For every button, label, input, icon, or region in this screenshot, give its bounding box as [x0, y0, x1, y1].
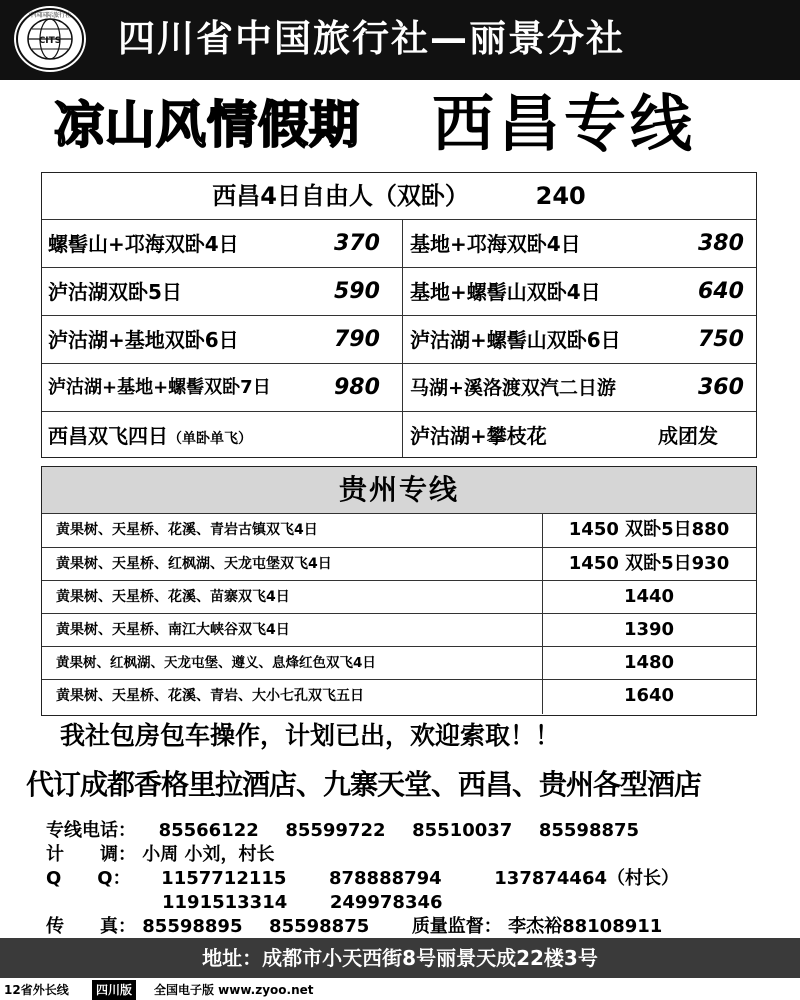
guizhou-route: 黄果树、天星桥、花溪、青岩、大小七孔双飞五日 — [56, 688, 364, 704]
quality-contact: 李杰裕88108911 — [508, 916, 663, 937]
xichang-route: 泸沽湖+攀枝花 — [410, 424, 547, 448]
xichang-price: 成团发 — [658, 424, 718, 448]
qq-number: 249978346 — [329, 892, 443, 913]
header-band — [0, 0, 800, 80]
phone-number: 85599722 — [285, 820, 386, 841]
phone-number: 85598875 — [538, 820, 640, 841]
xichang-price: 790 — [334, 327, 380, 352]
guizhou-price: 1450 双卧5日880 — [568, 519, 730, 540]
xichang-price: 370 — [334, 231, 380, 256]
contact-planners — [46, 842, 275, 868]
xichang-route: 泸沽湖+基地+螺髻双卧7日 — [48, 377, 271, 398]
address-text: 地址：成都市小天西街8号丽景天成22楼3号 — [202, 946, 598, 970]
promo-title: 凉山风情假期 — [54, 96, 360, 154]
xichang-route: 泸沽湖+基地双卧6日 — [48, 328, 239, 352]
xichang-route: 泸沽湖双卧5日 — [48, 280, 182, 304]
guizhou-route: 黄果树、天星桥、花溪、青岩古镇双飞4日 — [56, 522, 318, 538]
line-title: 西昌专线 — [432, 87, 697, 160]
contact-phones — [46, 818, 639, 844]
xichang-price: 590 — [334, 279, 380, 304]
edition-badge: 四川版 — [92, 980, 136, 1000]
xichang-route: 螺髻山+邛海双卧4日 — [48, 232, 239, 256]
xichang-price: 640 — [698, 279, 744, 304]
agency-name: 四川省中国旅行社—丽景分社 — [118, 17, 625, 60]
phone-number: 85510037 — [412, 820, 513, 841]
qq-number: 1157712115 — [161, 868, 287, 889]
guizhou-price: 1390 — [623, 619, 675, 640]
xichang-route: 基地+螺髻山双卧4日 — [410, 280, 601, 304]
cits-logo — [14, 6, 86, 72]
slogan-hotels: 代订成都香格里拉酒店、九寨天堂、西昌、贵州各型酒店 — [26, 768, 702, 801]
phone-number: 85566122 — [158, 820, 259, 841]
xichang-header-price: 240 — [535, 182, 586, 210]
quality-label: 质量监督： — [411, 916, 502, 937]
xichang-header-row — [42, 173, 756, 219]
address-bar — [0, 938, 800, 978]
guizhou-route: 黄果树、天星桥、红枫湖、天龙屯堡双飞4日 — [56, 556, 332, 572]
guizhou-price: 1450 双卧5日930 — [568, 553, 730, 574]
page-footer — [0, 980, 800, 1000]
guizhou-route: 黄果树、红枫湖、天龙屯堡、遵义、息烽红色双飞4日 — [56, 655, 376, 671]
qq-number: 1191513314 — [162, 892, 288, 913]
xichang-table — [41, 172, 757, 458]
fax-label: 传 真： — [46, 916, 136, 937]
contact-qq — [46, 866, 679, 892]
logo-text: 中国国际旅行社 — [28, 12, 72, 19]
xichang-route: 基地+邛海双卧4日 — [410, 232, 581, 256]
guizhou-price: 1480 — [623, 652, 675, 673]
fax-number: 85598895 — [142, 916, 243, 937]
site-link[interactable]: 全国电子版 www.zyoo.net — [154, 983, 314, 997]
guizhou-price: 1440 — [623, 586, 675, 607]
fax-number: 85598875 — [269, 916, 370, 937]
xichang-price: 750 — [698, 327, 744, 352]
phone-label: 专线电话： — [46, 820, 136, 841]
guizhou-route: 黄果树、天星桥、南江大峡谷双飞4日 — [56, 622, 290, 638]
slogan-charter: 我社包房包车操作，计划已出，欢迎索取！！ — [60, 721, 561, 750]
xichang-price: 360 — [698, 375, 744, 400]
guizhou-price: 1640 — [623, 685, 675, 706]
qq-label: Q Q： — [46, 868, 131, 889]
planner-label: 计 调： — [46, 844, 136, 865]
contact-fax — [46, 914, 662, 940]
xichang-route-note: （单卧单飞） — [168, 431, 252, 447]
planner-names: 小周 小刘，村长 — [142, 844, 275, 865]
globe-icon — [14, 6, 86, 72]
guizhou-title: 贵州专线 — [42, 467, 756, 513]
xichang-price: 980 — [334, 375, 380, 400]
contact-qq-2 — [162, 890, 443, 916]
guizhou-table — [41, 466, 757, 716]
qq-number: 878888794 — [328, 868, 442, 889]
xichang-route — [48, 413, 252, 459]
qq-number: 137874464（村长） — [494, 868, 680, 889]
logo-abbr: CITS — [38, 36, 62, 46]
xichang-header-label: 西昌4日自由人（双卧） — [212, 182, 469, 210]
guizhou-route: 黄果树、天星桥、花溪、苗寨双飞4日 — [56, 589, 290, 605]
page-label: 12省外长线 — [4, 983, 69, 997]
xichang-price: 380 — [698, 231, 744, 256]
xichang-route: 马湖+溪洛渡双汽二日游 — [410, 377, 616, 399]
xichang-route: 泸沽湖+螺髻山双卧6日 — [410, 328, 621, 352]
xichang-route-label: 西昌双飞四日 — [48, 424, 168, 448]
